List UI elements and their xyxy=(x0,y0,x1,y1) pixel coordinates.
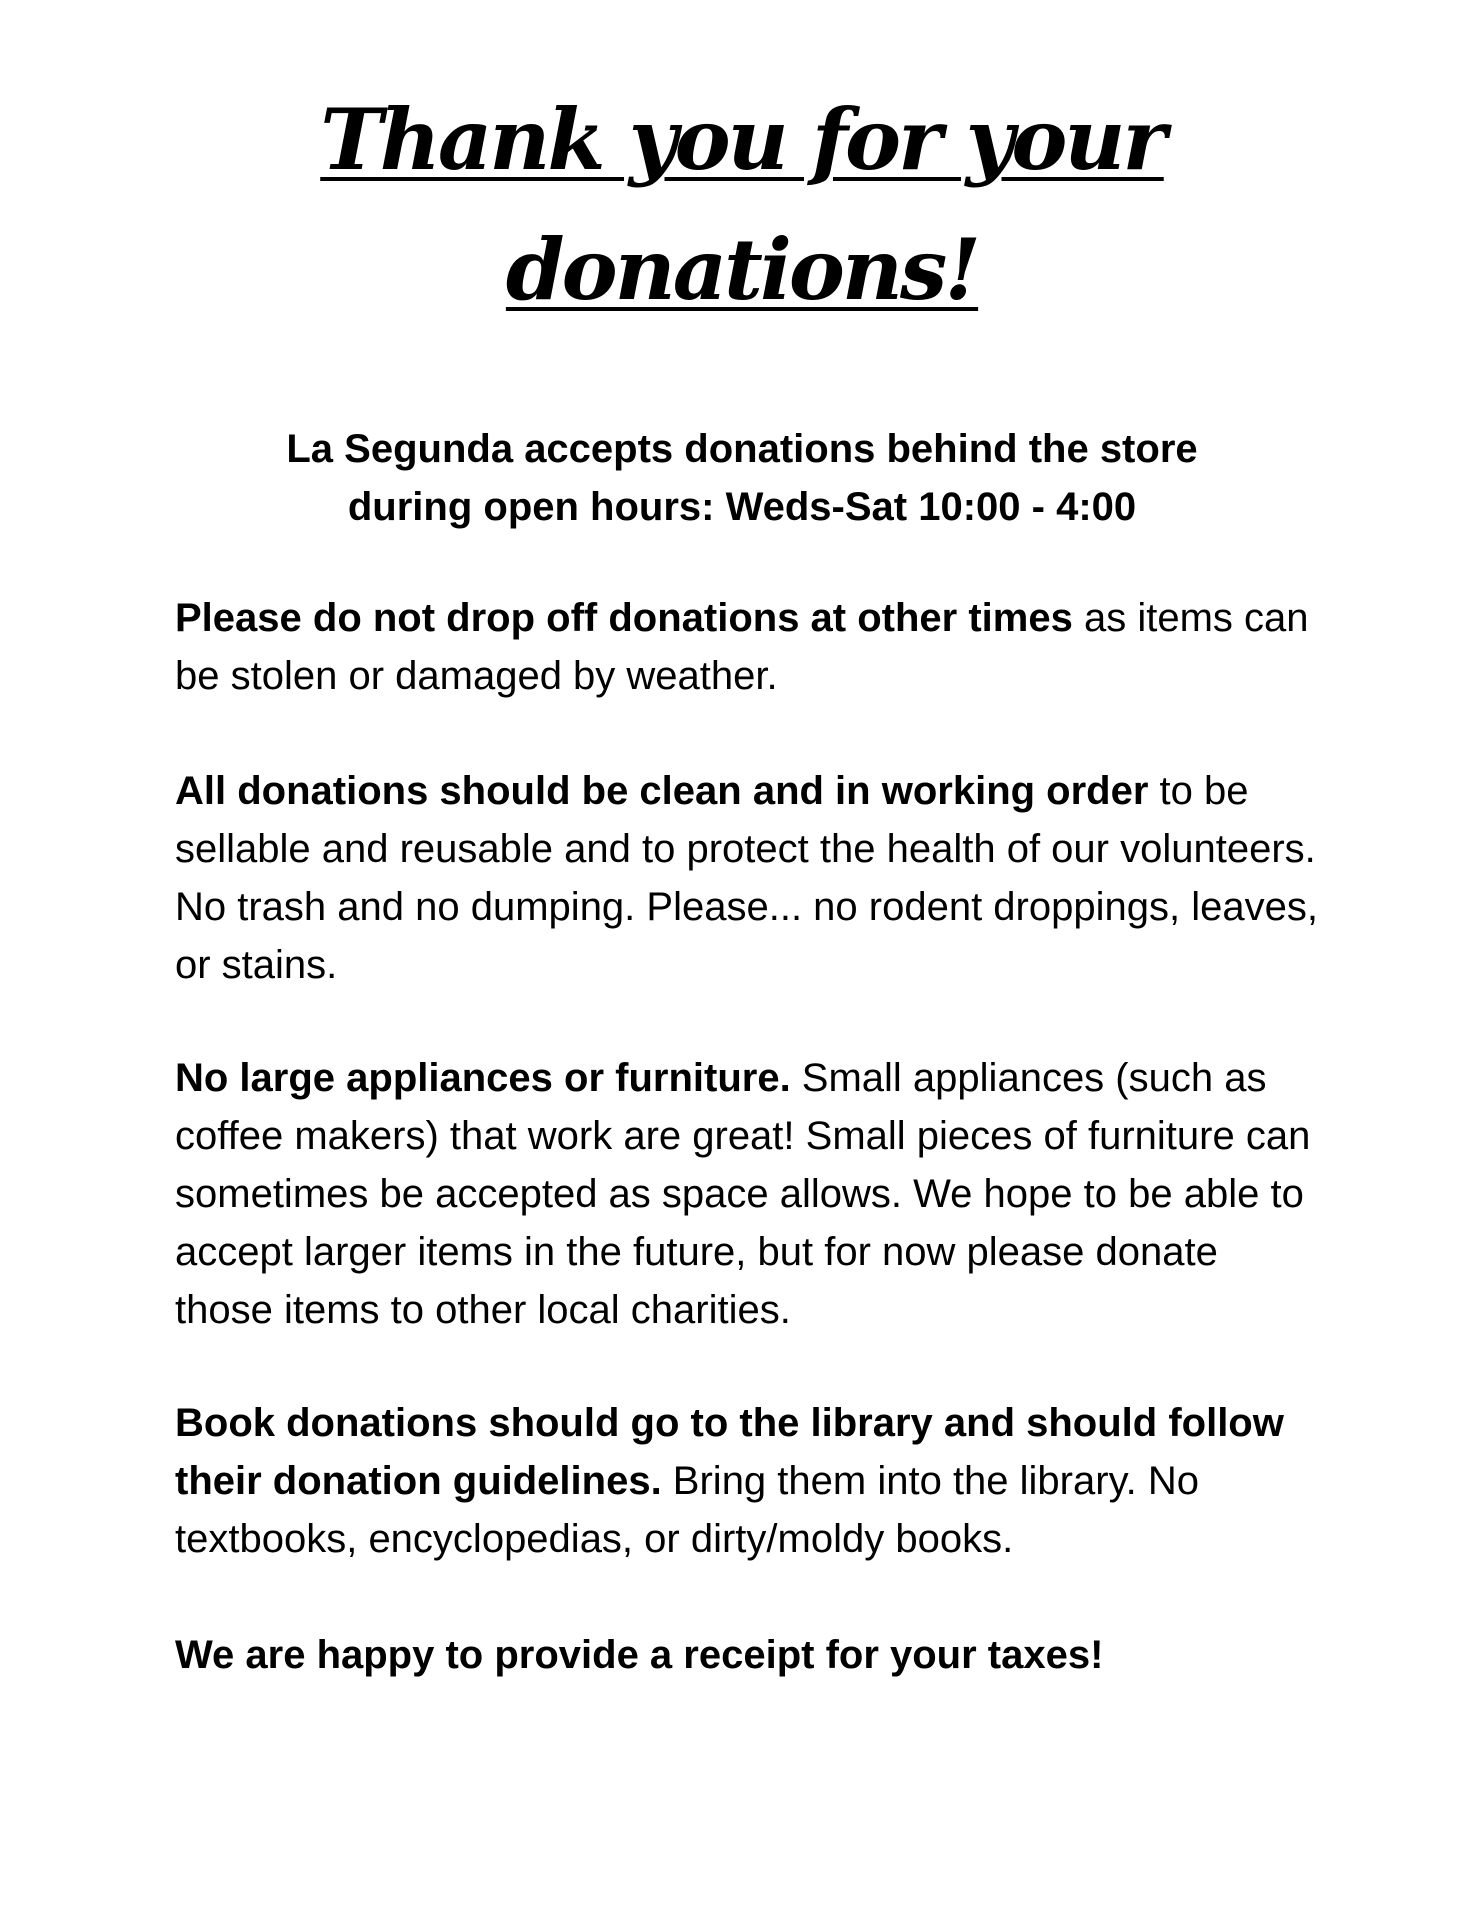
drop-off-times-bold: Please do not drop off donations at other times xyxy=(175,596,1073,640)
book-donations-paragraph xyxy=(175,1394,1325,1568)
open-hours-line-1: La Segunda accepts donations behind the store xyxy=(286,427,1198,471)
large-items-bold: No large appliances or furniture. xyxy=(175,1056,791,1100)
open-hours-notice xyxy=(0,420,1484,536)
clean-condition-text: to be sellable and reusable and to protect the health of our volunteers. No trash and no dumping. Please... no rodent droppings, leaves, or stains. xyxy=(175,769,1318,987)
book-donations-bold: Book donations should go to the library and should follow their donation guidelines. xyxy=(175,1401,1284,1503)
page-title-line-1: Thank you for your xyxy=(320,90,1164,189)
large-items-paragraph xyxy=(175,1049,1325,1339)
tax-receipt-paragraph: We are happy to provide a receipt for your taxes! xyxy=(175,1633,1104,1677)
open-hours-line-2: during open hours: Weds-Sat 10:00 - 4:00 xyxy=(347,485,1137,529)
page-title-line-2: donations! xyxy=(505,220,979,319)
clean-condition-paragraph xyxy=(175,762,1325,994)
drop-off-times-text: as items can be stolen or damaged by weather. xyxy=(175,596,1309,698)
clean-condition-bold: All donations should be clean and in working order xyxy=(175,769,1149,813)
drop-off-times-paragraph xyxy=(175,589,1325,705)
large-items-text: Small appliances (such as coffee makers) that work are great! Small pieces of furniture can sometimes be accepted as space allows. We hope to be able to accept larger items in the future, but for now please donate those items to other local charities. xyxy=(175,1056,1311,1332)
book-donations-text: Bring them into the library. No textbooks, encyclopedias, or dirty/moldy books. xyxy=(175,1459,1199,1561)
